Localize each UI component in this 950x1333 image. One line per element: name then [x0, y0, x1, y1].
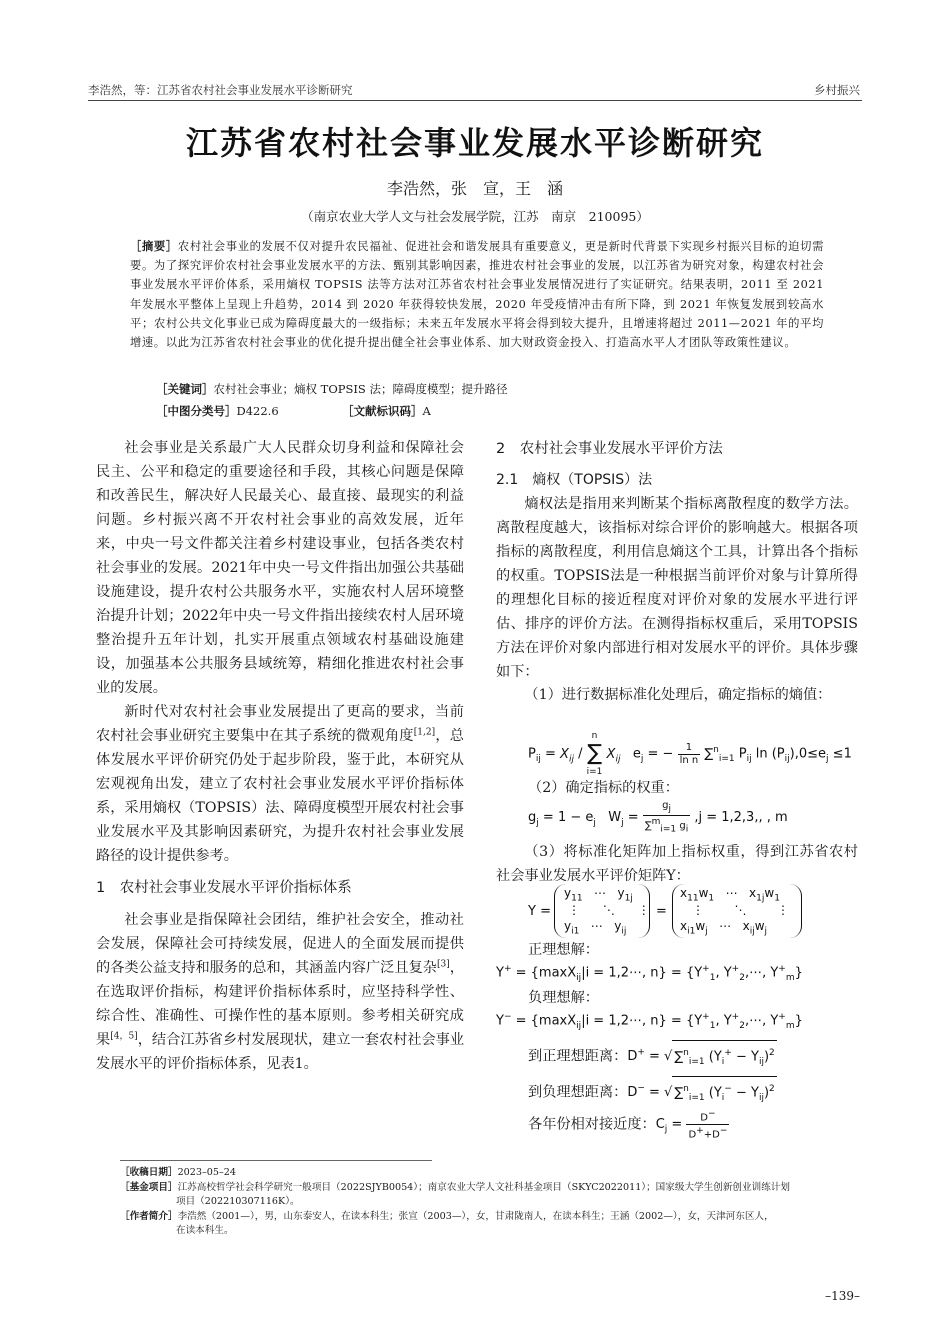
keywords	[156, 381, 507, 397]
citation: [3]	[437, 959, 450, 970]
distance-negative: 到负理想距离：D− = √ ∑$^n_{i=1}$ $(Y_i^- - Y_{ij})^2$	[528, 1076, 777, 1110]
step-1-text: （1）进行数据标准化处理后，确定指标的熵值：	[524, 687, 832, 703]
method-paragraph: 熵权法是指用来判断某个指标离散程度的数学方法。离散程度越大，该指标对综合评价的影响越大。根据各项指标的离散程度，利用信息熵这个工具，计算出各个指标的权重。TOPSIS法是一种根据当前评价对象与计算所得的理想化目标的接近程度对评价对象的发展水平进行评估、排序的评价方法。在测得指标权重后，采用TOPSIS方法在评价对象内部进行相对发展水平的评价。具体步骤如下：	[496, 496, 858, 680]
running-header-left: 李浩然，等：江苏省农村社会事业发展水平诊断研究	[88, 83, 353, 97]
affiliation: （南京农业大学人文与社会发展学院，江苏 南京 210095）	[301, 209, 649, 224]
left-column	[96, 436, 464, 1076]
citation: [1,2]	[413, 727, 436, 738]
doc-code-label: ［文献标识码］	[341, 404, 423, 418]
citation: [4，5]	[110, 1031, 138, 1042]
negative-ideal-formula: Y− = {maxX$_{ij}$|i = 1,2⋯, $n\} = \{Y^+_1$, $Y^+_2,\cdots$, $Y^+_m$}	[496, 1012, 803, 1031]
section-1-heading: 1 农村社会事业发展水平评价指标体系	[96, 880, 352, 896]
classification	[156, 403, 431, 419]
section-2-heading: 2 农村社会事业发展水平评价方法	[496, 441, 723, 457]
positive-ideal-formula: Y+ = {maxX$_{ij}$|i = 1,2⋯, $n\} = \{Y^+_1$, $Y^+_2,\cdots$, $Y^+_m$}	[496, 964, 803, 983]
negative-ideal-label: 负理想解：	[528, 990, 599, 1006]
authors: 李浩然，张 宣，王 涵	[386, 179, 563, 198]
weight-formula: $g_j = 1 - e_j$ $W_j$ = $\frac{g_j}{\sum^m_{i=1} g_i}$ ,j = 1,2,3,, , m	[528, 800, 788, 835]
positive-ideal-label: 正理想解：	[528, 942, 599, 958]
clc-label: ［中图分类号］	[156, 404, 237, 418]
section-2-1-heading: 2.1 熵权（TOPSIS）法	[496, 472, 653, 488]
step-2-text: （2）确定指标的权重：	[528, 780, 679, 796]
footnotes: ［收稿日期］2023–05–24 ［基金项目］江苏高校哲学社会科学研究一般项目（2022SJYB0054）；南京农业大学人文社科基金项目（SKYC2022011）；国家级大学生创新创业训练计划 项目（202210307116K）。 ［作者简介］李浩然（2001—），男，山东泰安人，在读本科生；张宣（2003—），女，甘肃陇南人，在读本科生；王涵（2002—），女，天津河东区人， 在读本科生。	[120, 1167, 790, 1236]
abstract	[130, 237, 824, 352]
intro-paragraph-1: 社会事业是关系最广大人民群众切身利益和保障社会民主、公平和稳定的重要途径和手段，其核心问题是保障和改善民生，解决好人民最关心、最直接、最现实的利益问题。乡村振兴离不开农村社会事业的高效发展，近年来，中央一号文件都关注着乡村建设事业，包括各类农村社会事业的发展。2021年中央一号文件指出加强公共基础设施建设，提升农村公共服务水平，实施农村人居环境整治提升计划；2022年中央一号文件指出接续农村人居环境整治提升五年计划，扎实开展重点领域农村基础设施建设，加强基本公共服务县域统筹，精细化推进农村社会事业的发展。	[96, 440, 464, 696]
clc-value: D422.6	[236, 404, 279, 418]
footnote-rule	[120, 1160, 432, 1161]
intro-paragraph-2: 新时代对农村社会事业发展提出了更高的要求，当前农村社会事业研究主要集中在其子系统的微观角度[1,2]，总体发展水平评价研究仍处于起步阶段，鉴于此，本研究从宏观视角出发，建立了农村社会事业发展水平评价指标体系，采用熵权（TOPSIS）法、障碍度模型开展农村社会事业发展水平及其影响因素研究，为提升农村社会事业发展路径的设计提供参考。	[96, 704, 464, 864]
running-header-right: 乡村振兴	[814, 83, 860, 97]
keywords-label: ［关键词］	[156, 382, 214, 396]
doc-code-value: A	[422, 404, 431, 418]
page-number: –139–	[825, 1289, 860, 1303]
keywords-text: 农村社会事业；熵权 TOPSIS 法；障碍度模型；提升路径	[213, 382, 508, 396]
abstract-label: ［摘要］	[130, 239, 178, 253]
paper-title: 江苏省农村社会事业发展水平诊断研究	[185, 124, 764, 162]
relative-closeness: 各年份相对接近度：$C_j$ = $\frac{D^-}{D^++D^-}$	[528, 1109, 728, 1141]
entropy-formula: $P_{ij} = X_{ij}$ / n ∑ i=1 $X_{ij}$ $e_j$ = − $\frac{1}{\text{ln n}}$ ∑$^n_{i=1}$ $P_{ij}$ $\ln (P_{ij}),0\le e_j \le 1$	[528, 731, 852, 777]
step-3-text: （3）将标准化矩阵加上指标权重，得到江苏省农村社会事业发展水平评价矩阵Y：	[496, 844, 858, 884]
section-1-paragraph: 社会事业是指保障社会团结，维护社会安全，推动社会发展，保障社会可持续发展，促进人的全面发展而提供的各类公益支持和服务的总和，其涵盖内容广泛且复杂[3]，在选取评价指标，构建评价指标体系时，应坚持科学性、综合性、准确性、可操作性的基本原则。参考相关研究成果[4，5]，结合江苏省乡村发展现状，建立一套农村社会事业发展水平的评价指标体系，见表1。	[96, 912, 465, 1072]
abstract-text: 农村社会事业的发展不仅对提升农民福祉、促进社会和谐发展具有重要意义，更是新时代背景下实现乡村振兴目标的迫切需要。为了探究评价农村社会事业发展水平的方法、甄别其影响因素，推进农村社会事业的发展，以江苏省为研究对象，构建农村社会事业发展水平评价体系，采用熵权 TOPSIS 法等方法对江苏省农村社会事业发展情况进行了实证研究。结果表明，2011 至 2021 年发展水平整体上呈现上升趋势，2014 到 2020 年获得较快发展，2020 年受疫情冲击有所下降，到 2021 年恢复发展到较高水平；农村公共文化事业已成为障碍度最大的一级指标；未来五年发展水平将会得到较大提升，且增速将超过 2011—2021 年的平均增速。以此为江苏省农村社会事业的优化提升提出健全社会事业体系、加大财政资金投入、打造高水平人才团队等政策性建议。	[130, 240, 825, 350]
distance-positive: 到正理想距离：D+ = √ ∑$^n_{i=1}$ $(Y_i^+ - Y_{ij})^2$	[528, 1040, 777, 1074]
header-rule	[88, 100, 862, 101]
